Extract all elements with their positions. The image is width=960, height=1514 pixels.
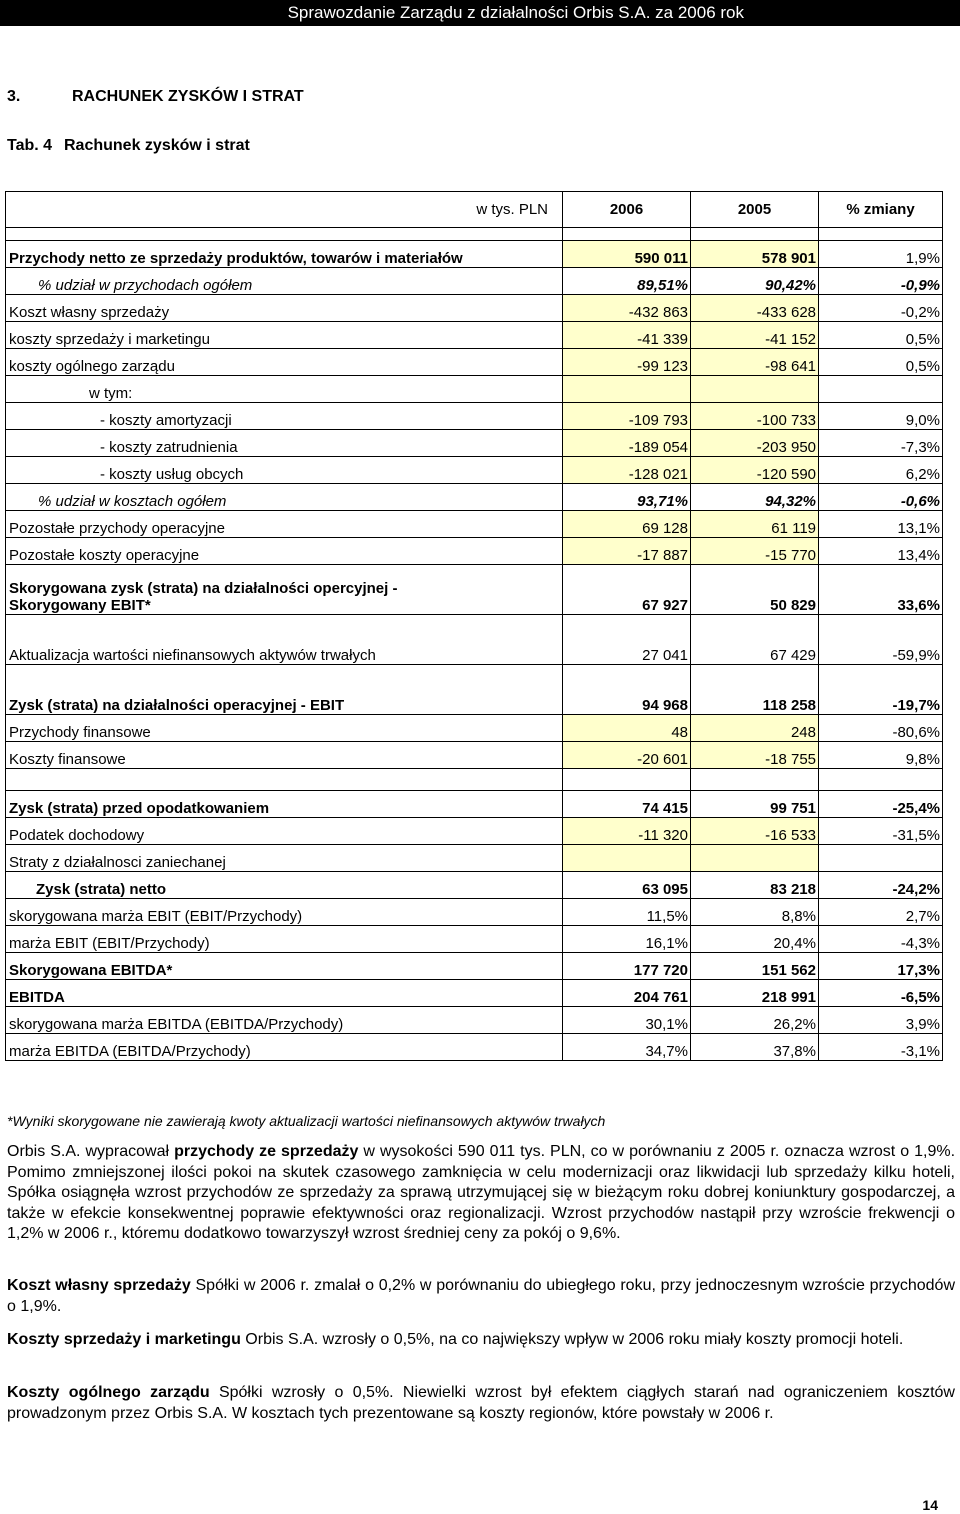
paragraph-marketing-costs bbox=[7, 1330, 955, 1351]
row-label: - koszty amortyzacji bbox=[6, 403, 563, 430]
table-row bbox=[6, 845, 943, 872]
row-label: skorygowana marża EBIT (EBIT/Przychody) bbox=[6, 899, 563, 926]
paragraph-revenue bbox=[7, 1142, 955, 1245]
table-row bbox=[6, 322, 943, 349]
value-2005: -120 590 bbox=[691, 457, 819, 484]
value-change: -4,3% bbox=[819, 926, 943, 953]
table-row bbox=[6, 665, 943, 715]
value-change: 0,5% bbox=[819, 349, 943, 376]
value-change: -24,2% bbox=[819, 872, 943, 899]
table-caption-text: Rachunek zysków i strat bbox=[64, 137, 250, 154]
table-row bbox=[6, 818, 943, 845]
table-caption bbox=[7, 137, 250, 155]
paragraph-text: Spółki wzrosły o 0,5%. Niewielki wzrost był efektem ciągłych starań nad ograniczeniem kosztów prowadzonym przez Orbis S.A. W kosztach tych prezentowane są koszty regionów, które powstały w 2006 r. bbox=[7, 1384, 955, 1422]
spacer-row bbox=[6, 769, 943, 791]
value-change: -80,6% bbox=[819, 715, 943, 742]
table-row bbox=[6, 430, 943, 457]
value-2005: 61 119 bbox=[691, 511, 819, 538]
value-2006: 34,7% bbox=[563, 1034, 691, 1061]
value-2005: 67 429 bbox=[691, 615, 819, 665]
table-row bbox=[6, 899, 943, 926]
row-label: Zysk (strata) na działalności operacyjnej - EBIT bbox=[6, 665, 563, 715]
header-2006: 2006 bbox=[563, 192, 691, 228]
value-change: 3,9% bbox=[819, 1007, 943, 1034]
value-2005: 37,8% bbox=[691, 1034, 819, 1061]
row-label-line1: Skorygowana zysk (strata) na działalności opercyjnej - bbox=[9, 580, 398, 597]
value-2005: 20,4% bbox=[691, 926, 819, 953]
row-label: Pozostałe koszty operacyjne bbox=[6, 538, 563, 565]
table-row bbox=[6, 241, 943, 268]
table-row bbox=[6, 295, 943, 322]
value-2005: -98 641 bbox=[691, 349, 819, 376]
table-row bbox=[6, 403, 943, 430]
value-2006: -41 339 bbox=[563, 322, 691, 349]
value-2005: 151 562 bbox=[691, 953, 819, 980]
row-label: Straty z działalnosci zaniechanej bbox=[6, 845, 563, 872]
section-title bbox=[7, 88, 304, 106]
value-change: -25,4% bbox=[819, 791, 943, 818]
value-2006: -17 887 bbox=[563, 538, 691, 565]
row-label: Koszty finansowe bbox=[6, 742, 563, 769]
value-2006: -189 054 bbox=[563, 430, 691, 457]
value-2006: -11 320 bbox=[563, 818, 691, 845]
row-label: Pozostałe przychody operacyjne bbox=[6, 511, 563, 538]
table-row bbox=[6, 511, 943, 538]
value-2006: 27 041 bbox=[563, 615, 691, 665]
value-2006: 590 011 bbox=[563, 241, 691, 268]
section-number: 3. bbox=[7, 88, 21, 105]
paragraph-cost-of-sales bbox=[7, 1276, 955, 1317]
row-label: % udział w kosztach ogółem bbox=[6, 484, 563, 511]
table-row bbox=[6, 1034, 943, 1061]
table-row bbox=[6, 376, 943, 403]
value-2005: 578 901 bbox=[691, 241, 819, 268]
value-2005: 218 991 bbox=[691, 980, 819, 1007]
table-row bbox=[6, 349, 943, 376]
value-change: -59,9% bbox=[819, 615, 943, 665]
row-label: Skorygowana EBITDA* bbox=[6, 953, 563, 980]
table-row bbox=[6, 715, 943, 742]
row-label: Koszt własny sprzedaży bbox=[6, 295, 563, 322]
row-label: Zysk (strata) przed opodatkowaniem bbox=[6, 791, 563, 818]
row-label: Zysk (strata) netto bbox=[6, 872, 563, 899]
value-change: 33,6% bbox=[819, 565, 943, 615]
value-2006: 89,51% bbox=[563, 268, 691, 295]
value-change: 1,9% bbox=[819, 241, 943, 268]
table-row bbox=[6, 484, 943, 511]
value-change: -31,5% bbox=[819, 818, 943, 845]
row-label: % udział w przychodach ogółem bbox=[6, 268, 563, 295]
value-2006: 177 720 bbox=[563, 953, 691, 980]
value-2005: 50 829 bbox=[691, 565, 819, 615]
value-change: 9,8% bbox=[819, 742, 943, 769]
row-label: EBITDA bbox=[6, 980, 563, 1007]
row-label-line2: Skorygowany EBIT* bbox=[9, 597, 151, 614]
spacer-row bbox=[6, 228, 943, 241]
page-header: Sprawozdanie Zarządu z działalności Orbis S.A. za 2006 rok bbox=[0, 0, 960, 26]
value-2005: 99 751 bbox=[691, 791, 819, 818]
value-change: 0,5% bbox=[819, 322, 943, 349]
value-2006: -99 123 bbox=[563, 349, 691, 376]
table-row bbox=[6, 268, 943, 295]
header-unit: w tys. PLN bbox=[6, 192, 563, 228]
value-2005: 94,32% bbox=[691, 484, 819, 511]
value-2006: 93,71% bbox=[563, 484, 691, 511]
value-2005: 248 bbox=[691, 715, 819, 742]
value-change: -0,6% bbox=[819, 484, 943, 511]
paragraph-text: w wysokości 590 011 tys. PLN, co w porównaniu z 2005 r. oznacza wzrost o 1,9%. Pomimo zmniejszonej ilości pokoi na skutek czasowego zamknięcia w celu modernizacji oraz likwidacji lub sprzedaży kilku hoteli, Spółka osiągnęła wzrost przychodów ze sprzedaży za sprawą utrzymującej się w bieżącym roku dobrej koniunktury gospodarczej, a także w efekcie konsekwentnej poprawie efektywności oraz regionalizacji. Wzrost przychodów nastąpił przy wzroście frekwencji o 1,2% w 2006 r., któremu dodatkowo towarzyszył wzrost średniej ceny za pokój o 9,6%. bbox=[7, 1143, 956, 1242]
table-header-row bbox=[6, 192, 943, 228]
value-2006 bbox=[563, 376, 691, 403]
value-change: 13,1% bbox=[819, 511, 943, 538]
value-2006: 48 bbox=[563, 715, 691, 742]
value-2005: -16 533 bbox=[691, 818, 819, 845]
row-label: Aktualizacja wartości niefinansowych aktywów trwałych bbox=[6, 615, 563, 665]
value-2005 bbox=[691, 845, 819, 872]
paragraph-text: Spółki w 2006 r. zmalał o 0,2% w porównaniu do ubiegłego roku, przy jednoczesnym wzroście przychodów o 1,9%. bbox=[7, 1277, 956, 1315]
paragraph-bold: Koszty sprzedaży i marketingu bbox=[7, 1331, 241, 1348]
value-2005 bbox=[691, 376, 819, 403]
value-2006: -20 601 bbox=[563, 742, 691, 769]
value-change bbox=[819, 376, 943, 403]
value-2006: 74 415 bbox=[563, 791, 691, 818]
table-row bbox=[6, 538, 943, 565]
table-row bbox=[6, 872, 943, 899]
value-2006: 30,1% bbox=[563, 1007, 691, 1034]
row-label bbox=[6, 565, 563, 615]
row-label: marża EBIT (EBIT/Przychody) bbox=[6, 926, 563, 953]
row-label: w tym: bbox=[6, 376, 563, 403]
row-label: Podatek dochodowy bbox=[6, 818, 563, 845]
value-2005: -433 628 bbox=[691, 295, 819, 322]
value-2005: -15 770 bbox=[691, 538, 819, 565]
value-2005: -41 152 bbox=[691, 322, 819, 349]
value-2005: 90,42% bbox=[691, 268, 819, 295]
row-label: koszty sprzedaży i marketingu bbox=[6, 322, 563, 349]
table-row bbox=[6, 953, 943, 980]
value-change bbox=[819, 845, 943, 872]
value-2006: 16,1% bbox=[563, 926, 691, 953]
paragraph-bold: przychody ze sprzedaży bbox=[174, 1143, 359, 1160]
value-change: -19,7% bbox=[819, 665, 943, 715]
row-label: - koszty usług obcych bbox=[6, 457, 563, 484]
table-row bbox=[6, 926, 943, 953]
value-2005: -18 755 bbox=[691, 742, 819, 769]
value-change: -0,2% bbox=[819, 295, 943, 322]
value-2006: -432 863 bbox=[563, 295, 691, 322]
value-2005: 83 218 bbox=[691, 872, 819, 899]
section-title-text: RACHUNEK ZYSKÓW I STRAT bbox=[72, 88, 304, 105]
value-2006: -128 021 bbox=[563, 457, 691, 484]
value-change: -6,5% bbox=[819, 980, 943, 1007]
row-label: skorygowana marża EBITDA (EBITDA/Przychody) bbox=[6, 1007, 563, 1034]
value-2006: -109 793 bbox=[563, 403, 691, 430]
table-caption-number: Tab. 4 bbox=[7, 137, 53, 154]
value-2005: -100 733 bbox=[691, 403, 819, 430]
table-row bbox=[6, 742, 943, 769]
row-label: Przychody netto ze sprzedaży produktów, towarów i materiałów bbox=[6, 241, 563, 268]
value-change: -0,9% bbox=[819, 268, 943, 295]
value-change: -3,1% bbox=[819, 1034, 943, 1061]
value-2005: 26,2% bbox=[691, 1007, 819, 1034]
value-change: 2,7% bbox=[819, 899, 943, 926]
value-2005: 8,8% bbox=[691, 899, 819, 926]
header-change: % zmiany bbox=[819, 192, 943, 228]
income-statement-table bbox=[5, 191, 943, 1061]
value-change: 13,4% bbox=[819, 538, 943, 565]
paragraph-admin-costs bbox=[7, 1383, 955, 1424]
value-2006: 63 095 bbox=[563, 872, 691, 899]
value-2006: 11,5% bbox=[563, 899, 691, 926]
value-2006: 204 761 bbox=[563, 980, 691, 1007]
value-2006 bbox=[563, 845, 691, 872]
row-label: marża EBITDA (EBITDA/Przychody) bbox=[6, 1034, 563, 1061]
value-2006: 69 128 bbox=[563, 511, 691, 538]
row-label: Przychody finansowe bbox=[6, 715, 563, 742]
table-row bbox=[6, 615, 943, 665]
value-change: 6,2% bbox=[819, 457, 943, 484]
value-2006: 67 927 bbox=[563, 565, 691, 615]
value-change: -7,3% bbox=[819, 430, 943, 457]
paragraph-bold: Koszty ogólnego zarządu bbox=[7, 1384, 210, 1401]
page-number: 14 bbox=[922, 1497, 938, 1513]
value-2005: -203 950 bbox=[691, 430, 819, 457]
table-row bbox=[6, 565, 943, 615]
table-row bbox=[6, 1007, 943, 1034]
paragraph-bold: Koszt własny sprzedaży bbox=[7, 1277, 191, 1294]
table-footnote: *Wyniki skorygowane nie zawierają kwoty aktualizacji wartości niefinansowych aktywów trwałych bbox=[7, 1113, 606, 1129]
paragraph-text: Orbis S.A. wypracował bbox=[7, 1143, 175, 1160]
value-change: 9,0% bbox=[819, 403, 943, 430]
value-2005: 118 258 bbox=[691, 665, 819, 715]
table-row bbox=[6, 791, 943, 818]
table-row bbox=[6, 457, 943, 484]
table-row bbox=[6, 980, 943, 1007]
row-label: koszty ogólnego zarządu bbox=[6, 349, 563, 376]
paragraph-text: Orbis S.A. wzrosły o 0,5%, na co największy wpływ w 2006 roku miały koszty promocji hoteli. bbox=[240, 1331, 904, 1348]
header-2005: 2005 bbox=[691, 192, 819, 228]
value-2006: 94 968 bbox=[563, 665, 691, 715]
value-change: 17,3% bbox=[819, 953, 943, 980]
row-label: - koszty zatrudnienia bbox=[6, 430, 563, 457]
